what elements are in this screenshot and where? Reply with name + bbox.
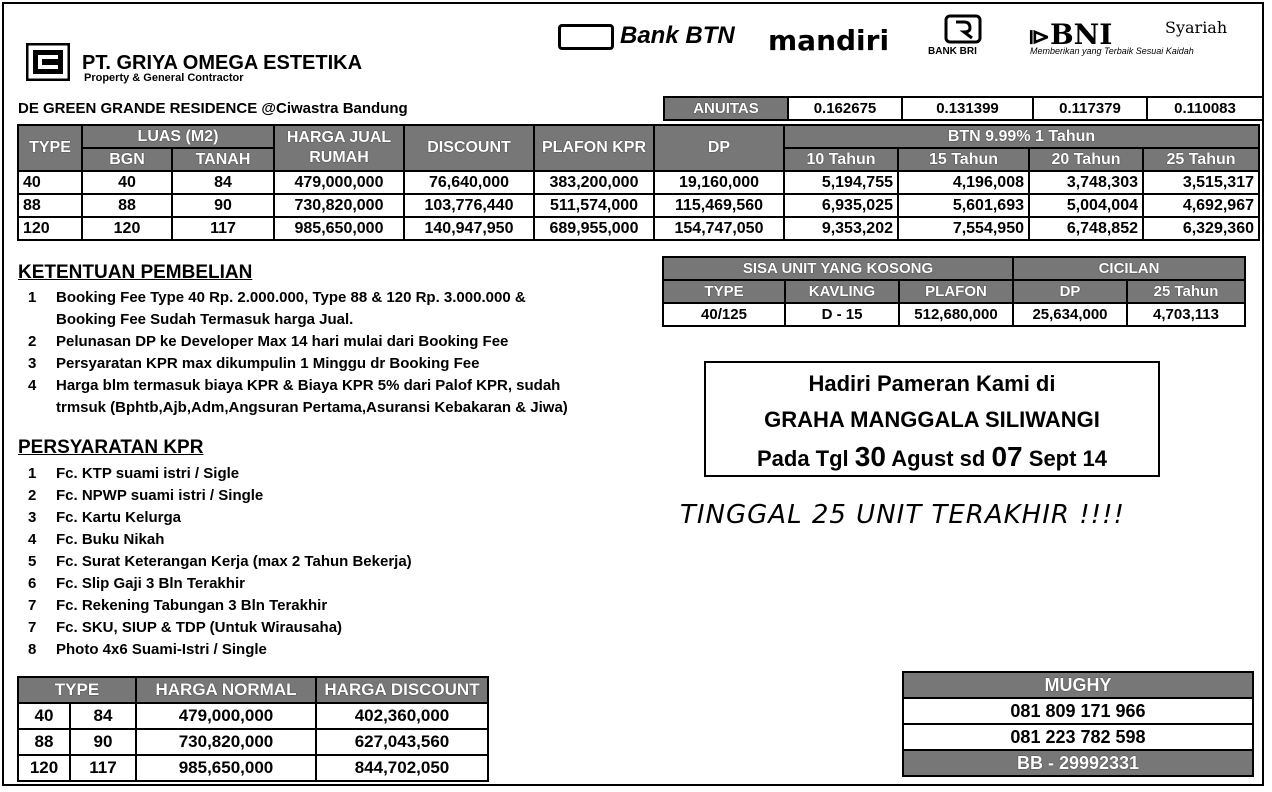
bni-syariah-text: Syariah [1165, 18, 1228, 37]
contact-bb-pin: BB - 29992331 [903, 750, 1253, 776]
item-number: 8 [28, 641, 37, 658]
sisa-unit-table [662, 256, 1246, 327]
list-item [28, 507, 528, 529]
exhibition-venue: GRAHA MANGGALA SILIWANGI [764, 407, 1100, 432]
sisa-header: PLAFON [899, 280, 1013, 303]
project-title: DE GREEN GRANDE RESIDENCE @Ciwastra Bandung [18, 100, 408, 117]
sisa-cell: 512,680,000 [899, 303, 1013, 326]
contact-phone: 081 809 171 966 [903, 698, 1253, 724]
table-row [18, 194, 1259, 217]
table-row [663, 303, 1245, 326]
harga-cell: 402,360,000 [316, 703, 488, 729]
exhibition-line1: Hadiri Pameran Kami di [808, 371, 1056, 396]
contact-name: MUGHY [903, 672, 1253, 698]
bni-mark-icon: ⧐ [1028, 24, 1050, 50]
header-harga-jual: HARGA JUAL RUMAH [274, 125, 404, 171]
item-text: Pelunasan DP ke Developer Max 14 hari mulai dari Booking Fee [56, 333, 509, 350]
list-item [28, 573, 528, 595]
btn-house-icon [558, 24, 614, 50]
item-number: 1 [28, 289, 37, 306]
harga-cell: 730,820,000 [136, 729, 316, 755]
item-number: 4 [28, 377, 37, 394]
cell-bgn: 40 [82, 171, 172, 194]
ketentuan-list [28, 287, 648, 419]
company-name: PT. GRIYA OMEGA ESTETIKA [82, 52, 363, 74]
header-plafon: PLAFON KPR [534, 125, 654, 171]
header-btn-rate: BTN 9.99% 1 Tahun [784, 125, 1259, 148]
cell-cicilan-25: 3,515,317 [1143, 171, 1259, 194]
date-end: Sept 14 [1028, 446, 1108, 471]
harga-cell: 117 [70, 755, 136, 781]
list-item-continuation [28, 397, 648, 419]
cell-cicilan-20: 5,004,004 [1029, 194, 1143, 217]
cell-tanah: 90 [172, 194, 274, 217]
header-tenor: 15 Tahun [898, 148, 1029, 171]
sisa-header: DP [1013, 280, 1127, 303]
date-middle: Agust sd [891, 446, 986, 471]
cell-cicilan-20: 3,748,303 [1029, 171, 1143, 194]
table-row [18, 729, 488, 755]
item-text: Booking Fee Sudah Termasuk harga Jual. [56, 311, 354, 328]
cell-plafon: 511,574,000 [534, 194, 654, 217]
harga-cell: 479,000,000 [136, 703, 316, 729]
harga-header-type: TYPE [18, 677, 136, 703]
item-number: 7 [28, 619, 37, 636]
item-text: Fc. Rekening Tabungan 3 Bln Terakhir [56, 597, 328, 614]
table-row [18, 171, 1259, 194]
item-text: Fc. Kartu Kelurga [56, 509, 182, 526]
table-row [18, 755, 488, 781]
contact-table [902, 671, 1254, 777]
list-item [28, 331, 648, 353]
cell-tanah: 117 [172, 217, 274, 240]
sisa-cell: 40/125 [663, 303, 785, 326]
item-text: Fc. KTP suami istri / Sigle [56, 465, 240, 482]
cell-cicilan-10: 9,353,202 [784, 217, 898, 240]
cell-cicilan-20: 6,748,852 [1029, 217, 1143, 240]
item-number: 3 [28, 355, 37, 372]
cell-type: 120 [18, 217, 82, 240]
anuitas-value: 0.131399 [902, 97, 1033, 120]
cell-bgn: 120 [82, 217, 172, 240]
harga-cell: 120 [18, 755, 70, 781]
company-tagline: Property & General Contractor [84, 72, 244, 84]
harga-header-normal: HARGA NORMAL [136, 677, 316, 703]
anuitas-value: 0.110083 [1147, 97, 1263, 120]
harga-cell: 985,650,000 [136, 755, 316, 781]
item-number: 7 [28, 597, 37, 614]
item-text: Persyaratan KPR max dikumpulin 1 Minggu dr Booking Fee [56, 355, 480, 372]
cell-dp: 19,160,000 [654, 171, 784, 194]
cell-cicilan-10: 5,194,755 [784, 171, 898, 194]
item-number: 6 [28, 575, 37, 592]
sisa-cell: D - 15 [785, 303, 899, 326]
cell-cicilan-10: 6,935,025 [784, 194, 898, 217]
item-text: Fc. Surat Keterangan Kerja (max 2 Tahun Bekerja) [56, 553, 412, 570]
date-start-day: 30 [854, 441, 886, 472]
item-text: Fc. Buku Nikah [56, 531, 165, 548]
sisa-header: 25 Tahun [1127, 280, 1245, 303]
item-text: Fc. NPWP suami istri / Single [56, 487, 264, 504]
btn-logo-text: Bank BTN [620, 22, 735, 49]
cell-discount: 140,947,950 [404, 217, 534, 240]
cell-cicilan-25: 4,692,967 [1143, 194, 1259, 217]
harga-table [17, 676, 489, 782]
list-item [28, 485, 528, 507]
table-row [18, 703, 488, 729]
item-number: 5 [28, 553, 37, 570]
bni-logo-text: BNI [1050, 18, 1113, 51]
cell-dp: 154,747,050 [654, 217, 784, 240]
anuitas-label: ANUITAS [664, 97, 788, 120]
date-prefix: Pada Tgl [756, 446, 849, 471]
header-discount: DISCOUNT [404, 125, 534, 171]
cell-harga: 985,650,000 [274, 217, 404, 240]
item-number: 2 [28, 333, 37, 350]
btn-logo [558, 22, 735, 50]
bri-logo-text: BANK BRI [928, 46, 977, 57]
harga-cell: 627,043,560 [316, 729, 488, 755]
cell-plafon: 383,200,000 [534, 171, 654, 194]
list-item [28, 639, 528, 661]
harga-cell: 88 [18, 729, 70, 755]
item-text: Harga blm termasuk biaya KPR & Biaya KPR 5% dari Palof KPR, sudah [56, 377, 561, 394]
list-item [28, 595, 528, 617]
harga-cell: 844,702,050 [316, 755, 488, 781]
cell-cicilan-15: 7,554,950 [898, 217, 1029, 240]
sisa-header: TYPE [663, 280, 785, 303]
header-type: TYPE [18, 125, 82, 171]
cell-bgn: 88 [82, 194, 172, 217]
header-tenor: 20 Tahun [1029, 148, 1143, 171]
cell-type: 40 [18, 171, 82, 194]
cell-cicilan-25: 6,329,360 [1143, 217, 1259, 240]
cell-discount: 103,776,440 [404, 194, 534, 217]
cell-harga: 479,000,000 [274, 171, 404, 194]
anuitas-value: 0.117379 [1033, 97, 1147, 120]
contact-phone: 081 223 782 598 [903, 724, 1253, 750]
list-item [28, 287, 648, 309]
harga-cell: 40 [18, 703, 70, 729]
sisa-header: KAVLING [785, 280, 899, 303]
remaining-units-text: TINGGAL 25 UNIT TERAKHIR !!!! [680, 500, 1125, 530]
cell-dp: 115,469,560 [654, 194, 784, 217]
list-item [28, 463, 528, 485]
cell-plafon: 689,955,000 [534, 217, 654, 240]
item-text: Fc. SKU, SIUP & TDP (Untuk Wirausaha) [56, 619, 343, 636]
harga-cell: 84 [70, 703, 136, 729]
item-text: trmsuk (Bphtb,Ajb,Adm,Angsuran Pertama,Asuransi Kebakaran & Jiwa) [56, 399, 568, 416]
cell-cicilan-15: 5,601,693 [898, 194, 1029, 217]
header-dp: DP [654, 125, 784, 171]
bni-tagline: Memberikan yang Terbaik Sesuai Kaidah [1030, 46, 1194, 56]
cell-type: 88 [18, 194, 82, 217]
list-item [28, 551, 528, 573]
list-item-continuation [28, 309, 648, 331]
item-number: 1 [28, 465, 37, 482]
anuitas-value: 0.162675 [788, 97, 902, 120]
mandiri-logo: mandiri [768, 24, 890, 57]
list-item [28, 617, 528, 639]
bri-logo-icon [944, 14, 982, 44]
date-end-day: 07 [991, 441, 1023, 472]
list-item [28, 375, 648, 397]
ketentuan-title: KETENTUAN PEMBELIAN [18, 262, 253, 283]
cicilan-title: CICILAN [1013, 257, 1245, 280]
harga-header-discount: HARGA DISCOUNT [316, 677, 488, 703]
item-number: 4 [28, 531, 37, 548]
sisa-cell: 25,634,000 [1013, 303, 1127, 326]
cell-tanah: 84 [172, 171, 274, 194]
price-table [17, 124, 1260, 241]
list-item [28, 353, 648, 375]
item-number: 2 [28, 487, 37, 504]
item-text: Booking Fee Type 40 Rp. 2.000.000, Type 88 & 120 Rp. 3.000.000 & [56, 289, 526, 306]
exhibition-box [704, 361, 1160, 477]
cell-discount: 76,640,000 [404, 171, 534, 194]
exhibition-date [706, 441, 1158, 473]
table-row [18, 217, 1259, 240]
header-tenor: 25 Tahun [1143, 148, 1259, 171]
anuitas-table [663, 96, 1264, 121]
harga-cell: 90 [70, 729, 136, 755]
sisa-cell: 4,703,113 [1127, 303, 1245, 326]
header-tanah: TANAH [172, 148, 274, 171]
persyaratan-list [28, 463, 528, 661]
header-luas: LUAS (M2) [82, 125, 274, 148]
company-logo-icon [26, 43, 70, 81]
item-number: 3 [28, 509, 37, 526]
cell-harga: 730,820,000 [274, 194, 404, 217]
header-tenor: 10 Tahun [784, 148, 898, 171]
item-text: Fc. Slip Gaji 3 Bln Terakhir [56, 575, 245, 592]
cell-cicilan-15: 4,196,008 [898, 171, 1029, 194]
header-bgn: BGN [82, 148, 172, 171]
persyaratan-title: PERSYARATAN KPR [18, 437, 204, 458]
sisa-unit-title: SISA UNIT YANG KOSONG [663, 257, 1013, 280]
list-item [28, 529, 528, 551]
item-text: Photo 4x6 Suami-Istri / Single [56, 641, 267, 658]
